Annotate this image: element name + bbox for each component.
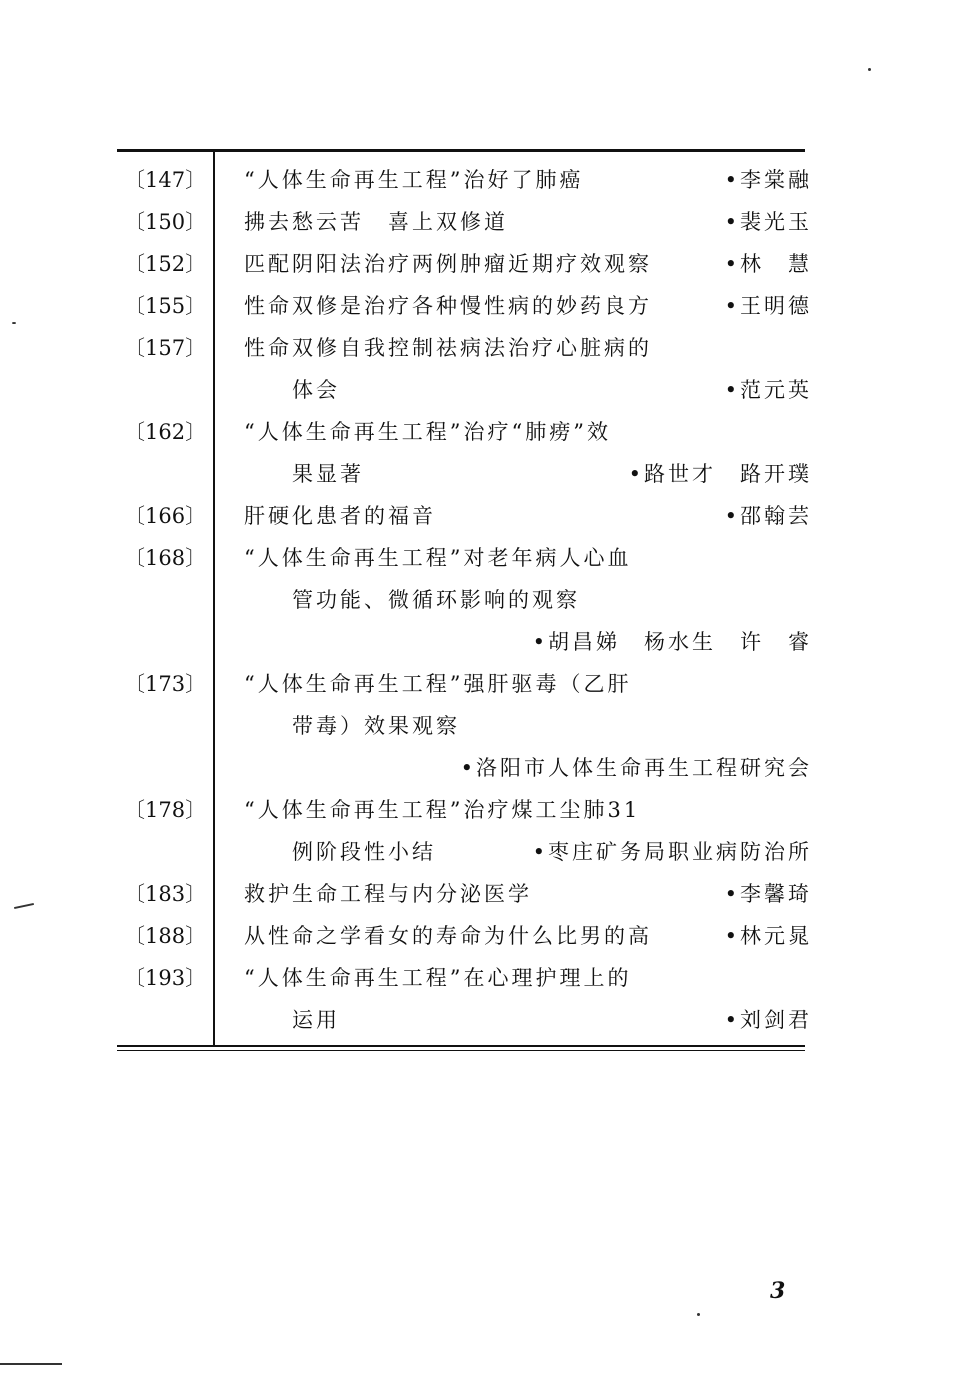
page-ref: 〔147〕 [124,168,207,192]
article-title: 运用 [292,1008,340,1032]
bottom-rule-thin [117,1050,805,1051]
page-ref: 〔166〕 [124,504,207,528]
toc-row [0,327,972,369]
top-rule [117,149,805,152]
toc-row [0,957,972,999]
page-ref: 〔173〕 [124,672,207,696]
author: •洛阳市人体生命再生工程研究会 [460,756,812,780]
page-ref: 〔157〕 [124,336,207,360]
article-title: 性命双修自我控制祛病法治疗心脏病的 [244,336,652,360]
page-ref: 〔188〕 [124,924,207,948]
article-title: 带毒）效果观察 [292,714,460,738]
toc-row [0,789,972,831]
author: •枣庄矿务局职业病防治所 [532,840,812,864]
article-title: “人体生命再生工程”对老年病人心血 [244,546,632,570]
page-ref: 〔183〕 [124,882,207,906]
bottom-rule [117,1045,805,1047]
toc-row [0,411,972,453]
toc-row [0,915,972,957]
article-title: 体会 [292,378,340,402]
scan-speck [0,1363,62,1365]
article-title: 例阶段性小结 [292,840,436,864]
author: •范元英 [724,378,812,402]
toc-row [0,159,972,201]
page-ref: 〔150〕 [124,210,207,234]
toc-row [0,285,972,327]
article-title: 管功能、微循环影响的观察 [292,588,580,612]
author: •胡昌娣 杨水生 许 睿 [532,630,812,654]
scan-speck [868,68,871,71]
author: •王明德 [724,294,812,318]
author: •林元晁 [724,924,812,948]
toc-row [0,663,972,705]
toc-row-continuation [0,705,972,747]
article-title: 从性命之学看女的寿命为什么比男的高 [244,924,652,948]
page-ref: 〔193〕 [124,966,207,990]
toc-row [0,495,972,537]
toc-row-continuation [0,579,972,621]
toc-row-continuation [0,369,972,411]
author: •李馨琦 [724,882,812,906]
article-title: “人体生命再生工程”在心理护理上的 [244,966,632,990]
article-title: 肝硬化患者的福音 [244,504,436,528]
toc-row [0,537,972,579]
toc-row-continuation [0,831,972,873]
article-title: “人体生命再生工程”治疗“肺痨”效 [244,420,611,444]
toc-row-continuation [0,453,972,495]
toc-row [0,873,972,915]
article-title: “人体生命再生工程”强肝驱毒（乙肝 [244,672,632,696]
article-title: 性命双修是治疗各种慢性病的妙药良方 [244,294,652,318]
article-title: 拂去愁云苦 喜上双修道 [244,210,508,234]
page-ref: 〔178〕 [124,798,207,822]
author: •林 慧 [724,252,812,276]
scan-speck [12,322,16,324]
author: •刘剑君 [724,1008,812,1032]
article-title: 匹配阴阳法治疗两例肿瘤近期疗效观察 [244,252,652,276]
page-number: 3 [770,1278,786,1304]
article-title: 果显著 [292,462,364,486]
toc-row [0,201,972,243]
page-ref: 〔162〕 [124,420,207,444]
article-title: “人体生命再生工程”治好了肺癌 [244,168,584,192]
author: •路世才 路开璞 [628,462,812,486]
page-ref: 〔155〕 [124,294,207,318]
page-ref: 〔152〕 [124,252,207,276]
toc-row-continuation [0,999,972,1041]
author: •裴光玉 [724,210,812,234]
article-title: “人体生命再生工程”治疗煤工尘肺31 [244,798,641,822]
author: •邵翰芸 [724,504,812,528]
page-ref: 〔168〕 [124,546,207,570]
toc-row-continuation [0,621,972,663]
article-title: 救护生命工程与内分泌医学 [244,882,532,906]
toc-row [0,243,972,285]
author: •李棠融 [724,168,812,192]
scan-speck [697,1313,700,1316]
toc-row-continuation [0,747,972,789]
